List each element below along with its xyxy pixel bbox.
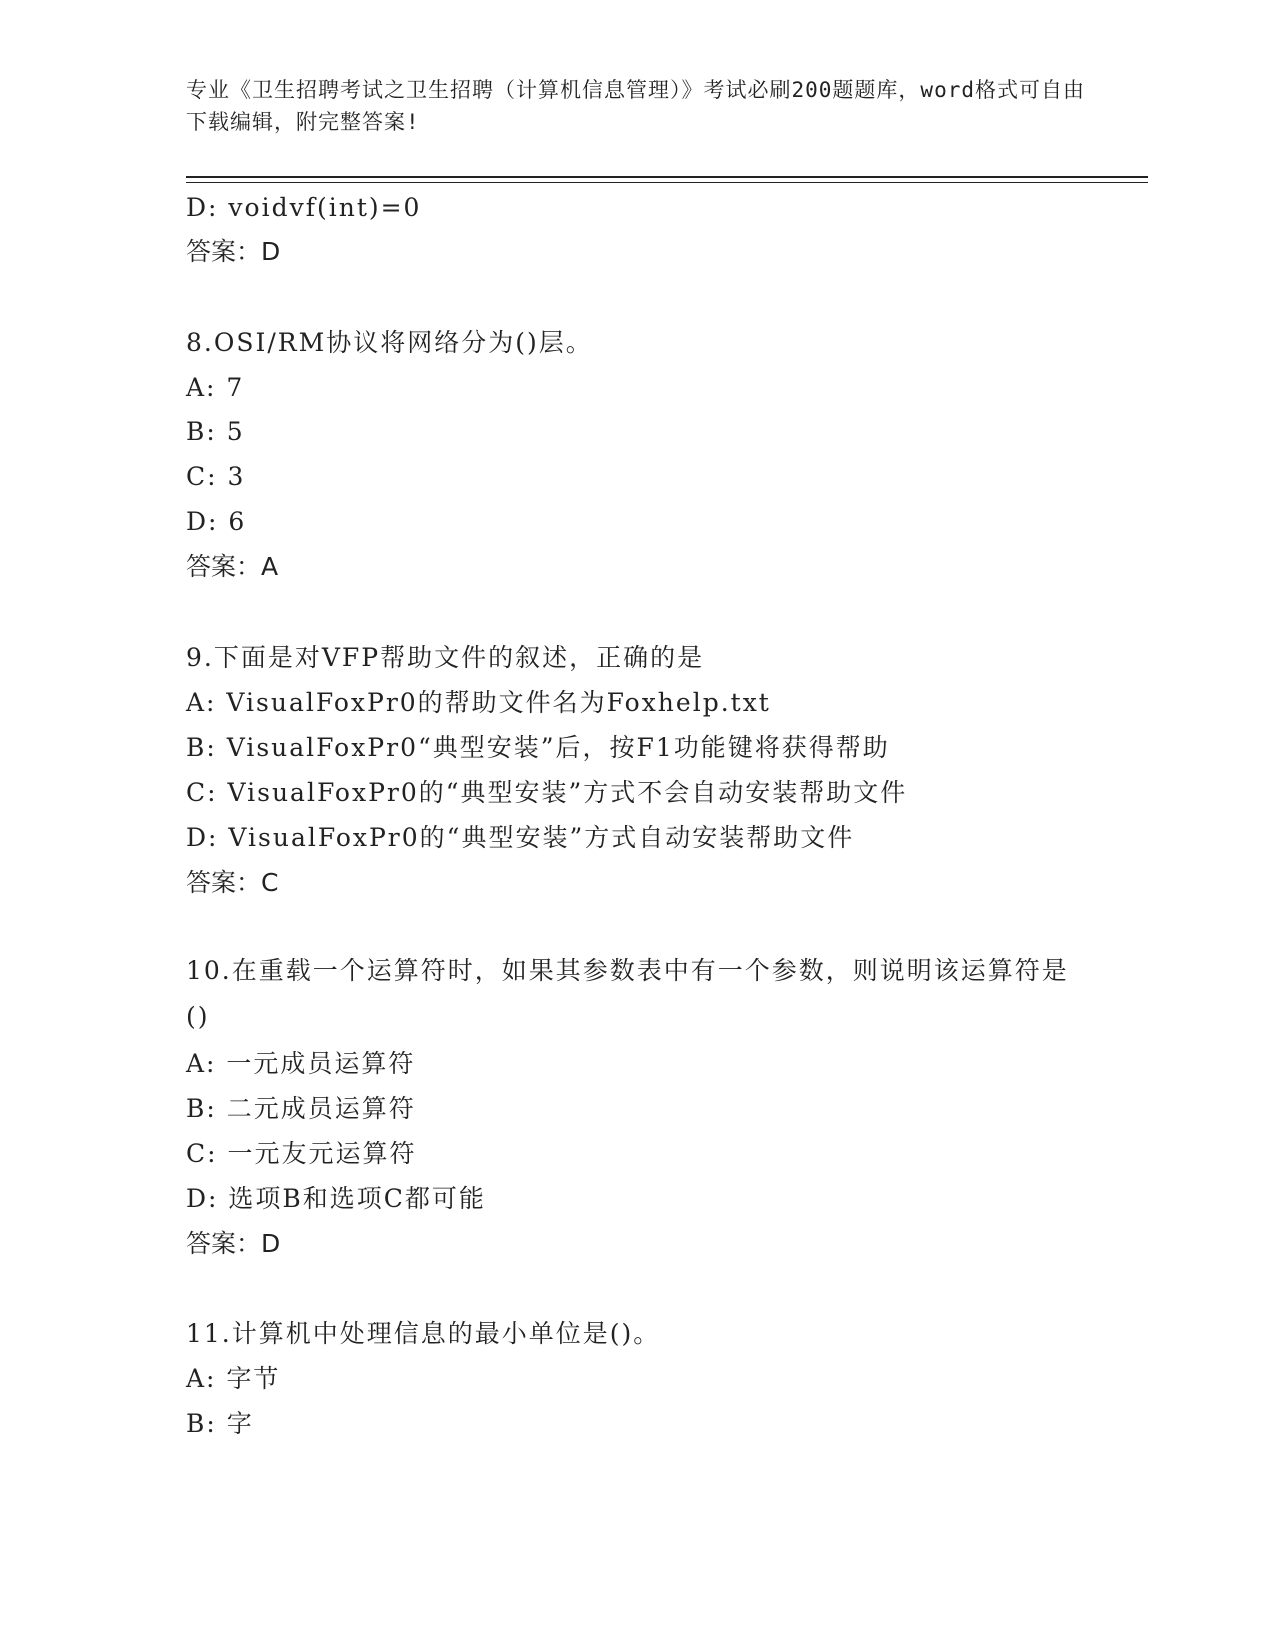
q9-option-d: D: VisualFoxPr0的“典型安装”方式自动安装帮助文件: [186, 823, 855, 852]
q8-option-d: D: 6: [186, 507, 247, 536]
q10-option-a: A: 一元成员运算符: [186, 1049, 416, 1078]
q8-question: 8.OSI/RM协议将网络分为()层。: [186, 328, 593, 357]
document-header: 专业《卫生招聘考试之卫生招聘（计算机信息管理）》考试必刷200题题库，word格式可自由下载编辑，附完整答案!: [186, 78, 1085, 134]
header-rule-thick: [186, 176, 1148, 178]
q10-option-b: B: 二元成员运算符: [186, 1094, 416, 1123]
q8-option-a: A: 7: [186, 373, 245, 402]
q7-answer: 答案：D: [186, 237, 281, 266]
q9-option-c: C: VisualFoxPr0的“典型安装”方式不会自动安装帮助文件: [186, 778, 908, 807]
q11-option-a: A: 字节: [186, 1364, 281, 1393]
q9-answer: 答案：C: [186, 868, 279, 897]
q11-question: 11.计算机中处理信息的最小单位是()。: [186, 1319, 661, 1348]
q8-option-b: B: 5: [186, 417, 245, 446]
q10-answer: 答案：D: [186, 1229, 281, 1258]
q10-option-c: C: 一元友元运算符: [186, 1139, 417, 1168]
q9-question: 9.下面是对VFP帮助文件的叙述，正确的是: [186, 643, 705, 672]
q7-option-d: D: voidvf(int)=0: [186, 193, 422, 222]
header-rule-thin: [186, 182, 1148, 183]
q9-option-b: B: VisualFoxPr0“典型安装”后，按F1功能键将获得帮助: [186, 733, 890, 762]
q11-option-b: B: 字: [186, 1409, 254, 1438]
q9-option-a: A: VisualFoxPr0的帮助文件名为Foxhelp.txt: [186, 688, 771, 717]
q8-answer: 答案：A: [186, 552, 279, 581]
q10-question: 10.在重载一个运算符时，如果其参数表中有一个参数，则说明该运算符是(): [186, 956, 1069, 1031]
q10-option-d: D: 选项B和选项C都可能: [186, 1184, 486, 1213]
q8-option-c: C: 3: [186, 462, 246, 491]
